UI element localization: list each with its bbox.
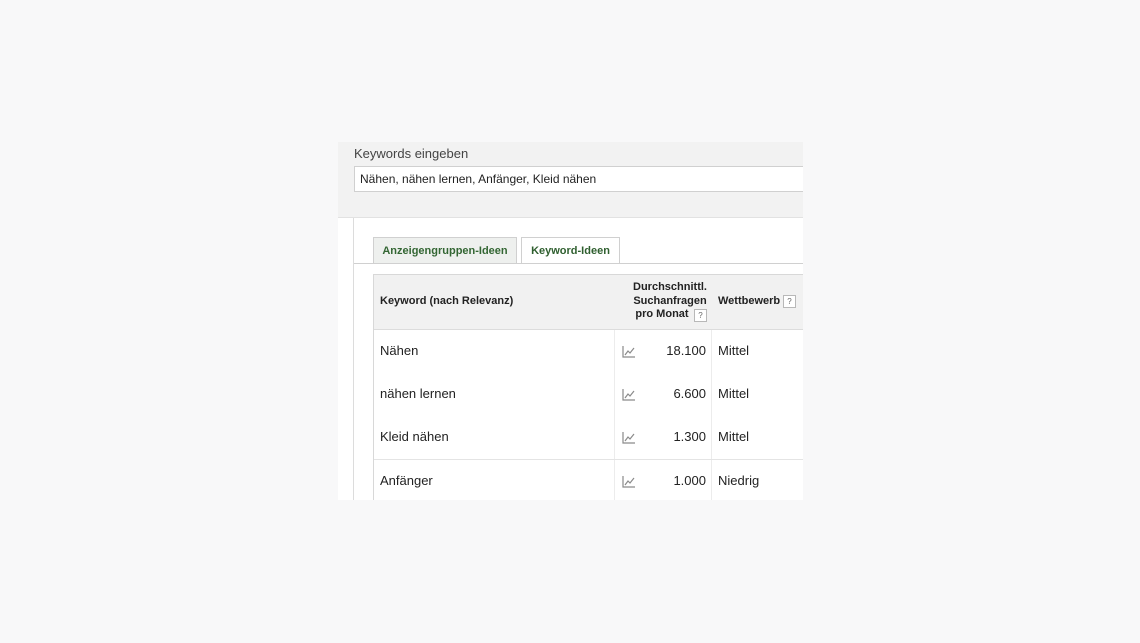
tab-ad-group-ideas[interactable] bbox=[373, 237, 517, 263]
column-divider bbox=[711, 416, 712, 459]
keyword-entry-label: Keywords eingeben bbox=[354, 146, 469, 161]
keyword-entry-area bbox=[338, 142, 803, 218]
search-volume-cell: 6.600 bbox=[673, 386, 706, 401]
tab-keyword-ideas-label: Keyword-Ideen bbox=[531, 245, 610, 257]
avg-searches-line-2: Suchanfragen bbox=[633, 294, 707, 307]
table-row bbox=[374, 330, 803, 374]
keyword-ideas-table bbox=[373, 274, 803, 500]
competition-cell: Niedrig bbox=[718, 473, 760, 488]
keyword-cell: Anfänger bbox=[380, 473, 433, 488]
competition-cell: Mittel bbox=[718, 343, 750, 358]
panel-left-divider bbox=[353, 218, 354, 500]
competition-cell: Mittel bbox=[718, 386, 750, 401]
search-volume-cell: 1.300 bbox=[673, 429, 706, 444]
table-row bbox=[374, 373, 803, 417]
column-header-competition[interactable]: Wettbewerb bbox=[718, 295, 781, 307]
help-icon[interactable]: ? bbox=[694, 309, 707, 322]
keyword-cell: Kleid nähen bbox=[380, 429, 449, 444]
line-chart-icon[interactable] bbox=[622, 431, 636, 444]
tab-strip-divider bbox=[354, 263, 803, 264]
tab-keyword-ideas[interactable] bbox=[521, 237, 620, 264]
keyword-cell: nähen lernen bbox=[380, 386, 456, 401]
line-chart-icon[interactable] bbox=[622, 345, 636, 358]
column-divider bbox=[711, 460, 712, 500]
keyword-cell: Nähen bbox=[380, 343, 419, 358]
help-icon[interactable]: ? bbox=[783, 295, 796, 308]
column-divider bbox=[614, 416, 615, 459]
column-divider bbox=[711, 330, 712, 373]
column-divider bbox=[711, 373, 712, 416]
search-volume-cell: 18.100 bbox=[666, 343, 706, 358]
table-row bbox=[374, 416, 803, 460]
column-divider bbox=[614, 330, 615, 373]
keyword-input[interactable] bbox=[354, 166, 803, 192]
table-header bbox=[374, 275, 803, 330]
column-divider bbox=[614, 460, 615, 500]
table-row bbox=[374, 460, 803, 500]
line-chart-icon[interactable] bbox=[622, 475, 636, 488]
keyword-planner-panel bbox=[338, 142, 803, 500]
tab-ad-group-ideas-label: Anzeigengruppen-Ideen bbox=[382, 244, 508, 257]
line-chart-icon[interactable] bbox=[622, 388, 636, 401]
column-header-keyword[interactable]: Keyword (nach Relevanz) bbox=[380, 295, 514, 307]
competition-cell: Mittel bbox=[718, 429, 750, 444]
column-divider bbox=[614, 373, 615, 416]
avg-searches-line-3: pro Monat bbox=[635, 308, 689, 320]
search-volume-cell: 1.000 bbox=[673, 473, 706, 488]
avg-searches-line-1: Durchschnittl. bbox=[633, 281, 707, 293]
